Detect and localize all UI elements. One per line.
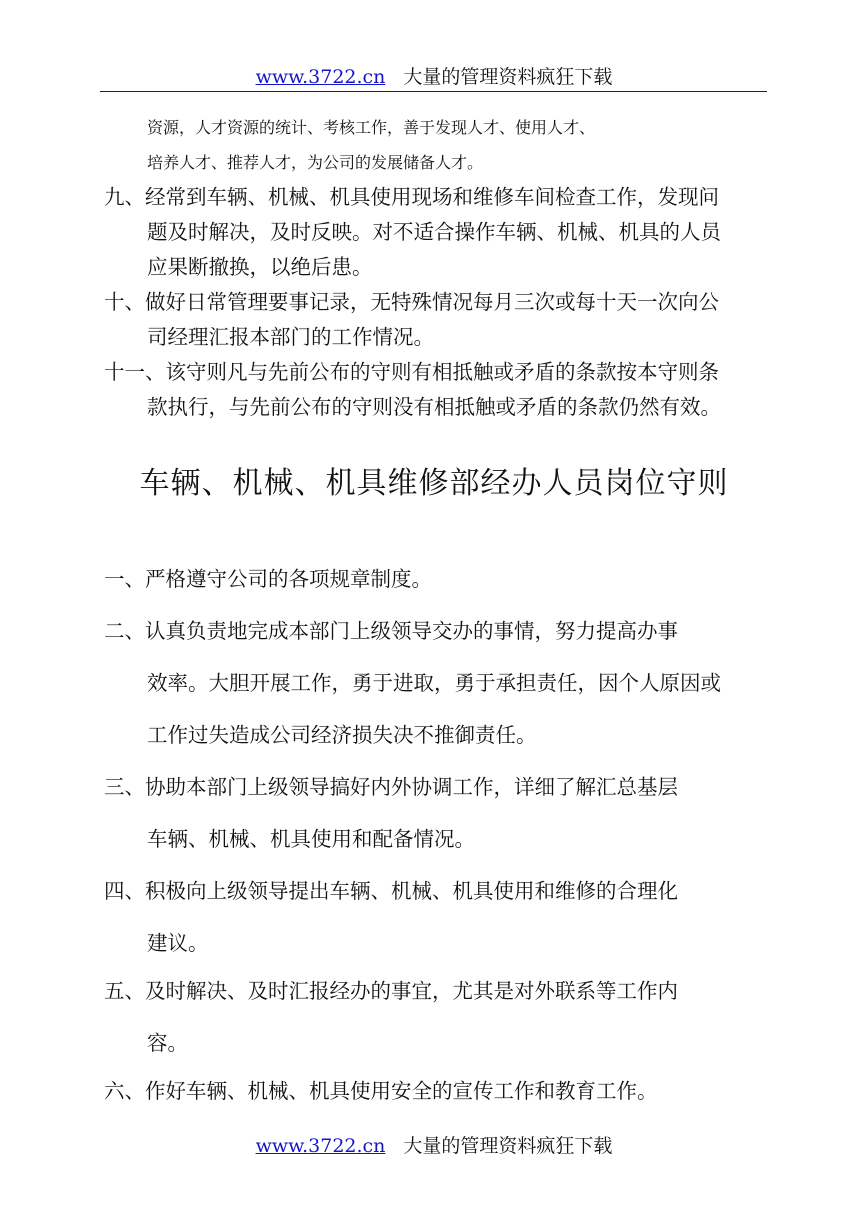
list-item-4: [104, 874, 768, 909]
item-line: 司经理汇报本部门的工作情况。: [147, 325, 434, 349]
item-number: 五、: [104, 979, 145, 1003]
item-line: 严格遵守公司的各项规章制度。: [145, 567, 432, 591]
continuation-line-2: 培养人才、推荐人才，为公司的发展储备人才。: [147, 153, 484, 172]
list-item-9: [104, 180, 768, 215]
continuation-line-1: 资源，人才资源的统计、考核工作，善于发现人才、使用人才、: [147, 118, 596, 137]
item-number: 二、: [104, 619, 145, 643]
item-line: 容。: [147, 1031, 188, 1055]
header-rule: [100, 91, 767, 92]
list-item-2: [104, 614, 768, 649]
item-line: 工作过失造成公司经济损失决不推御责任。: [147, 723, 537, 747]
list-item-11: [104, 355, 768, 390]
section-title: 车辆、机械、机具维修部经办人员岗位守则: [139, 466, 729, 501]
list-item-1: [104, 562, 768, 597]
item-number: 十、: [104, 290, 145, 314]
item-line: 款执行，与先前公布的守则没有相抵触或矛盾的条款仍然有效。: [147, 395, 721, 419]
list-item-10: [104, 285, 768, 320]
item-number: 九、: [104, 185, 145, 209]
list-item-5: [104, 974, 768, 1009]
item-line: 积极向上级领导提出车辆、机械、机具使用和维修的合理化: [145, 879, 678, 903]
item-line: 应果断撤换，以绝后患。: [147, 255, 373, 279]
item-line: 协助本部门上级领导搞好内外协调工作，详细了解汇总基层: [145, 775, 678, 799]
footer-site-link[interactable]: www.3722.cn: [255, 1135, 386, 1157]
item-number: 三、: [104, 775, 145, 799]
header-site-link[interactable]: www.3722.cn: [255, 66, 386, 88]
item-line: 及时解决、及时汇报经办的事宜，尤其是对外联系等工作内: [145, 979, 678, 1003]
item-line: 作好车辆、机械、机具使用安全的宣传工作和教育工作。: [145, 1079, 658, 1103]
list-item-6: [104, 1074, 768, 1109]
page-footer: [0, 1131, 868, 1158]
item-line: 题及时解决，及时反映。对不适合操作车辆、机械、机具的人员: [147, 220, 721, 244]
item-number: 六、: [104, 1079, 145, 1103]
item-line: 车辆、机械、机具使用和配备情况。: [147, 827, 475, 851]
list-item-3: [104, 770, 768, 805]
item-number: 十一、: [104, 360, 166, 384]
item-line: 认真负责地完成本部门上级领导交办的事情，努力提高办事: [145, 619, 678, 643]
item-number: 一、: [104, 567, 145, 591]
item-line: 建议。: [147, 931, 209, 955]
item-line: 效率。大胆开展工作，勇于进取，勇于承担责任，因个人原因或: [147, 671, 721, 695]
footer-tagline: 大量的管理资料疯狂下载: [403, 1135, 613, 1157]
header-tagline: 大量的管理资料疯狂下载: [403, 66, 613, 88]
page-header: [0, 62, 868, 89]
item-line: 做好日常管理要事记录，无特殊情况每月三次或每十天一次向公: [145, 290, 719, 314]
item-line: 经常到车辆、机械、机具使用现场和维修车间检查工作，发现问: [145, 185, 719, 209]
item-number: 四、: [104, 879, 145, 903]
item-line: 该守则凡与先前公布的守则有相抵触或矛盾的条款按本守则条: [165, 360, 719, 384]
